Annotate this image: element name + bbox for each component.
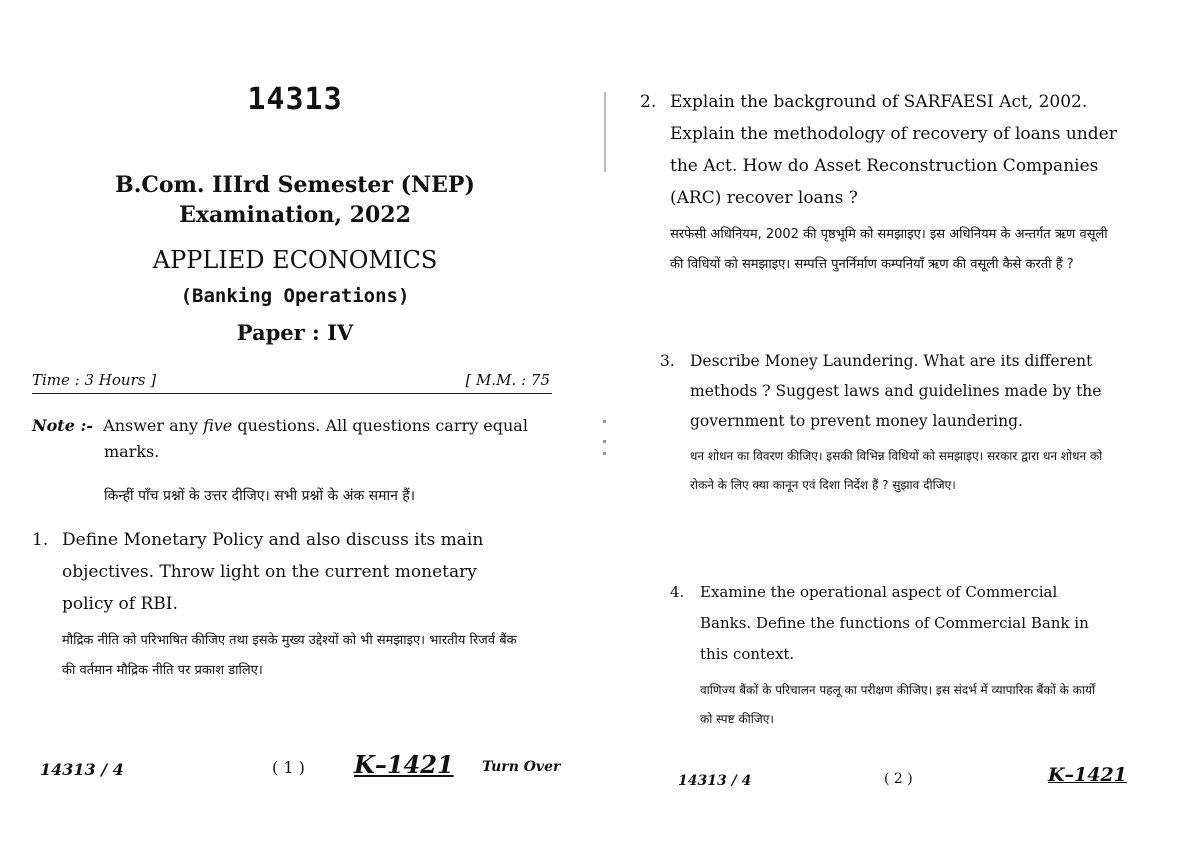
paper-number: Paper : IV <box>236 320 354 345</box>
footer-paper-code: 14313 / 4 <box>40 760 124 779</box>
question-text-hindi: मौद्रिक नीति को परिभाषित कीजिए तथा इसके मुख्य उद्देश्यों को भी समझाइए। भारतीय रिजर्व बैंक की वर्तमान मौद्रिक नीति पर प्रकाश डालिए। <box>62 633 517 678</box>
question-text: Examine the operational aspect of Commercial Banks. Define the functions of Commercial Bank in this context. <box>700 583 1089 663</box>
question-text-hindi: धन शोधन का विवरण कीजिए। इसकी विभिन्न विधियों को समझाइए। सरकार द्वारा धन शोधन को रोकने के लिए क्या कानून एवं दिशा निर्देश हैं ? सुझाव दीजिए। <box>690 449 1103 492</box>
question-text: Describe Money Laundering. What are its different methods ? Suggest laws and guidelines made by the government to prevent money laundering. <box>690 352 1102 430</box>
note-text-2: questions. All questions carry equal marks. <box>104 416 528 461</box>
note-text-1: Answer any <box>103 416 204 435</box>
paper-code: 14313 <box>247 82 343 117</box>
question-text: Explain the background of SARFAESI Act, 2002. Explain the methodology of recovery of loans under the Act. How do Asset Reconstruction Companies (ARC) recover loans ? <box>670 92 1117 208</box>
question-3 <box>660 346 1110 500</box>
question-text: Define Monetary Policy and also discuss its main objectives. Throw light on the current monetary policy of RBI. <box>62 530 484 614</box>
question-text-hindi: सरफेसी अधिनियम, 2002 की पृष्ठभूमि को समझाइए। इस अधिनियम के अन्तर्गत ऋण वसूली की विधियों को समझाइए। सम्पत्ति पुनर्निर्माण कम्पनियाँ ऋण की वसूली कैसे करती हैं ? <box>670 227 1108 272</box>
instructions-note-hindi: किन्हीं पाँच प्रश्नों के उत्तर दीजिए। सभी प्रश्नों के अंक समान हैं। <box>104 488 416 504</box>
question-number: 2. <box>640 92 657 112</box>
footer-page-number: ( 2 ) <box>884 771 913 787</box>
footer-k-code: K–1421 <box>1048 764 1127 786</box>
subject-subtitle: (Banking Operations) <box>180 285 410 307</box>
footer-page-number: ( 1 ) <box>272 758 305 777</box>
footer-paper-code: 14313 / 4 <box>678 773 752 789</box>
question-number: 3. <box>660 352 675 370</box>
course-line-2: Examination, 2022 <box>179 202 411 228</box>
footer-turn-over: Turn Over <box>482 759 561 775</box>
question-4 <box>670 577 1110 734</box>
footer-k-code: K–1421 <box>354 750 454 779</box>
note-label: Note :- <box>32 416 93 435</box>
max-marks: [ M.M. : 75 <box>465 371 550 389</box>
question-number: 4. <box>670 583 685 601</box>
question-2 <box>640 86 1120 280</box>
note-text-five: five <box>203 416 233 435</box>
question-number: 1. <box>32 530 49 550</box>
question-text-hindi: वाणिज्य बैंकों के परिचालन पहलू का परीक्षण कीजिए। इस संदर्भ में व्यापारिक बैंकों के कार्यों को स्पष्ट कीजिए। <box>700 683 1096 726</box>
subject-title: APPLIED ECONOMICS <box>152 246 438 274</box>
course-line-1: B.Com. IIIrd Semester (NEP) <box>115 172 475 198</box>
time-allowed: Time : 3 Hours ] <box>32 371 157 389</box>
